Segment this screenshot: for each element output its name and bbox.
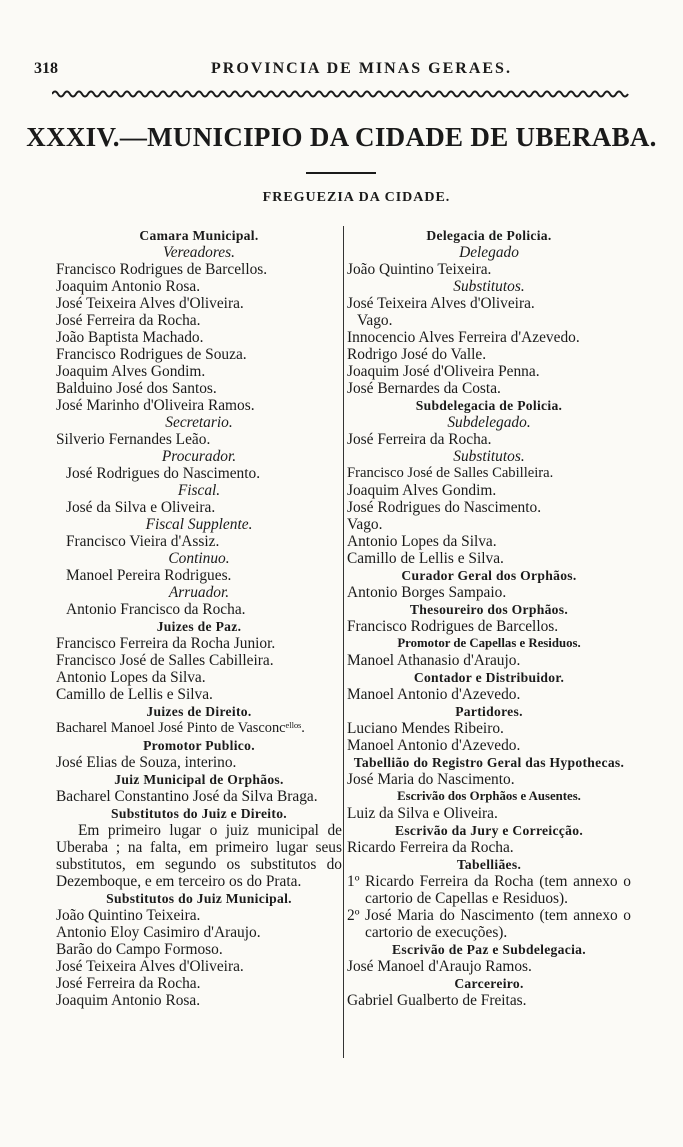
chapter-title: XXXIV.—MUNICIPIO DA CIDADE DE UBERABA.: [26, 122, 657, 152]
heading: Tabellião do Registro Geral das Hypothecas.: [353, 755, 625, 770]
entry: João Baptista Machado.: [56, 329, 204, 346]
entry: Antonio Francisco da Rocha.: [66, 601, 246, 618]
entry: Manoel Athanasio d'Araujo.: [347, 652, 521, 669]
entry: José Bernardes da Costa.: [347, 380, 501, 397]
heading: Curador Geral dos Orphãos.: [401, 568, 577, 583]
paragraph: Em primeiro lugar o juiz municipal de Uberaba ; na falta, em primeiro lugar seus substitutos, em segundo os substitutos do Dezemboque, e em terceiro os do Prata.: [56, 822, 342, 890]
subheading: Procurador.: [161, 448, 237, 465]
entry: Silverio Fernandes Leão.: [56, 431, 211, 448]
entry: Camillo de Lellis e Silva.: [56, 686, 213, 703]
heading: Escrivão de Paz e Subdelegacia.: [392, 942, 586, 957]
entry: José Rodrigues do Nascimento.: [347, 499, 542, 516]
title-rule: [306, 172, 376, 174]
entry: José Maria do Nascimento.: [347, 771, 515, 788]
heading: Delegacia de Policia.: [426, 228, 552, 243]
entry: Joaquim José d'Oliveira Penna.: [347, 363, 540, 380]
entry: Bacharel Manoel José Pinto de Vasconcᵉˡˡᵒˢ.: [56, 720, 305, 736]
entry: Ricardo Ferreira da Rocha.: [347, 839, 514, 856]
page-number: 318: [34, 60, 58, 77]
entry: José Ferreira da Rocha.: [347, 431, 492, 448]
entry: Camillo de Lellis e Silva.: [347, 550, 504, 567]
entry: José Rodrigues do Nascimento.: [66, 465, 261, 482]
subheading: Substitutos.: [453, 278, 525, 295]
entry: José da Silva e Oliveira.: [66, 499, 216, 516]
entry: Joaquim Alves Gondim.: [56, 363, 206, 380]
heading: Juizes de Direito.: [146, 704, 252, 719]
entry: Francisco José de Salles Cabilleira.: [56, 652, 274, 669]
entry: Manoel Antonio d'Azevedo.: [347, 686, 521, 703]
entry: Joaquim Alves Gondim.: [347, 482, 497, 499]
entry: Francisco Rodrigues de Barcellos.: [347, 618, 559, 635]
subheading: Delegado: [459, 244, 519, 261]
subheading: Fiscal Supplente.: [145, 516, 253, 533]
entry: Manoel Antonio d'Azevedo.: [347, 737, 521, 754]
entry: Luciano Mendes Ribeiro.: [347, 720, 504, 737]
entry: Antonio Lopes da Silva.: [347, 533, 497, 550]
heading: Camara Municipal.: [139, 228, 259, 243]
entry: João Quintino Teixeira.: [347, 261, 492, 278]
entry: Francisco Rodrigues de Barcellos.: [56, 261, 268, 278]
entry: José Ferreira da Rocha.: [56, 312, 201, 329]
heading: Juizes de Paz.: [156, 619, 242, 634]
column-divider: [343, 226, 344, 1058]
entry: José Teixeira Alves d'Oliveira.: [56, 958, 244, 975]
subheading: Fiscal.: [177, 482, 221, 499]
entry: Manoel Pereira Rodrigues.: [66, 567, 232, 584]
entry: Innocencio Alves Ferreira d'Azevedo.: [347, 329, 580, 346]
heading: Substitutos do Juiz Municipal.: [106, 891, 292, 906]
entry: 1º Ricardo Ferreira da Rocha (tem annexo o cartorio de Capellas e Residuos).: [347, 873, 631, 907]
entry: José Teixeira Alves d'Oliveira.: [56, 295, 244, 312]
subheading: Substitutos.: [453, 448, 525, 465]
section-subtitle: FREGUEZIA DA CIDADE.: [262, 190, 451, 205]
subheading: Secretario.: [165, 414, 233, 431]
heading: Juiz Municipal de Orphãos.: [114, 772, 284, 787]
entry: Antonio Eloy Casimiro d'Araujo.: [56, 924, 261, 941]
entry: José Manoel d'Araujo Ramos.: [347, 958, 532, 975]
entry: Antonio Borges Sampaio.: [347, 584, 507, 601]
entry: José Ferreira da Rocha.: [56, 975, 201, 992]
heading: Promotor de Capellas e Residuos.: [397, 636, 581, 650]
subheading: Subdelegado.: [447, 414, 531, 431]
subheading: Vereadores.: [163, 244, 235, 261]
heading: Promotor Publico.: [143, 738, 255, 753]
entry: Francisco Rodrigues de Souza.: [56, 346, 247, 363]
entry: Barão do Campo Formoso.: [56, 941, 223, 958]
heading: Thesoureiro dos Orphãos.: [409, 602, 569, 617]
entry: Francisco José de Salles Cabilleira.: [347, 465, 554, 481]
heading: Escrivão dos Orphãos e Ausentes.: [397, 789, 581, 803]
entry: José Elias de Souza, interino.: [56, 754, 237, 771]
heading: Escrivão da Jury e Correicção.: [394, 823, 584, 838]
subheading: Arruador.: [168, 584, 230, 601]
entry: Bacharel Constantino José da Silva Braga.: [56, 788, 318, 805]
entry: Francisco Vieira d'Assiz.: [66, 533, 220, 550]
running-title: PROVINCIA DE MINAS GERAES.: [211, 60, 512, 77]
heading: Partidores.: [455, 704, 523, 719]
entry: Joaquim Antonio Rosa.: [56, 278, 201, 295]
entry: Rodrigo José do Valle.: [347, 346, 487, 363]
heading: Contador e Distribuidor.: [413, 670, 565, 685]
ornamental-rule: [52, 88, 632, 100]
entry: José Teixeira Alves d'Oliveira.: [347, 295, 535, 312]
heading: Subdelegacia de Policia.: [415, 398, 563, 413]
entry: João Quintino Teixeira.: [56, 907, 201, 924]
right-column: [347, 227, 631, 1009]
left-column: [56, 227, 342, 1009]
subheading: Continuo.: [168, 550, 230, 567]
entry: Antonio Lopes da Silva.: [56, 669, 206, 686]
heading: Tabelliães.: [456, 857, 522, 872]
entry: Luiz da Silva e Oliveira.: [347, 805, 498, 822]
entry: Francisco Ferreira da Rocha Junior.: [56, 635, 276, 652]
entry: Joaquim Antonio Rosa.: [56, 992, 201, 1009]
entry: José Marinho d'Oliveira Ramos.: [56, 397, 255, 414]
heading: Carcereiro.: [454, 976, 524, 991]
entry: Gabriel Gualberto de Freitas.: [347, 992, 527, 1009]
heading: Substitutos do Juiz e Direito.: [110, 806, 288, 821]
entry: 2º José Maria do Nascimento (tem annexo o cartorio de execuções).: [347, 907, 631, 941]
entry: Vago.: [347, 516, 383, 533]
entry: Vago.: [357, 312, 393, 329]
entry: Balduino José dos Santos.: [56, 380, 217, 397]
